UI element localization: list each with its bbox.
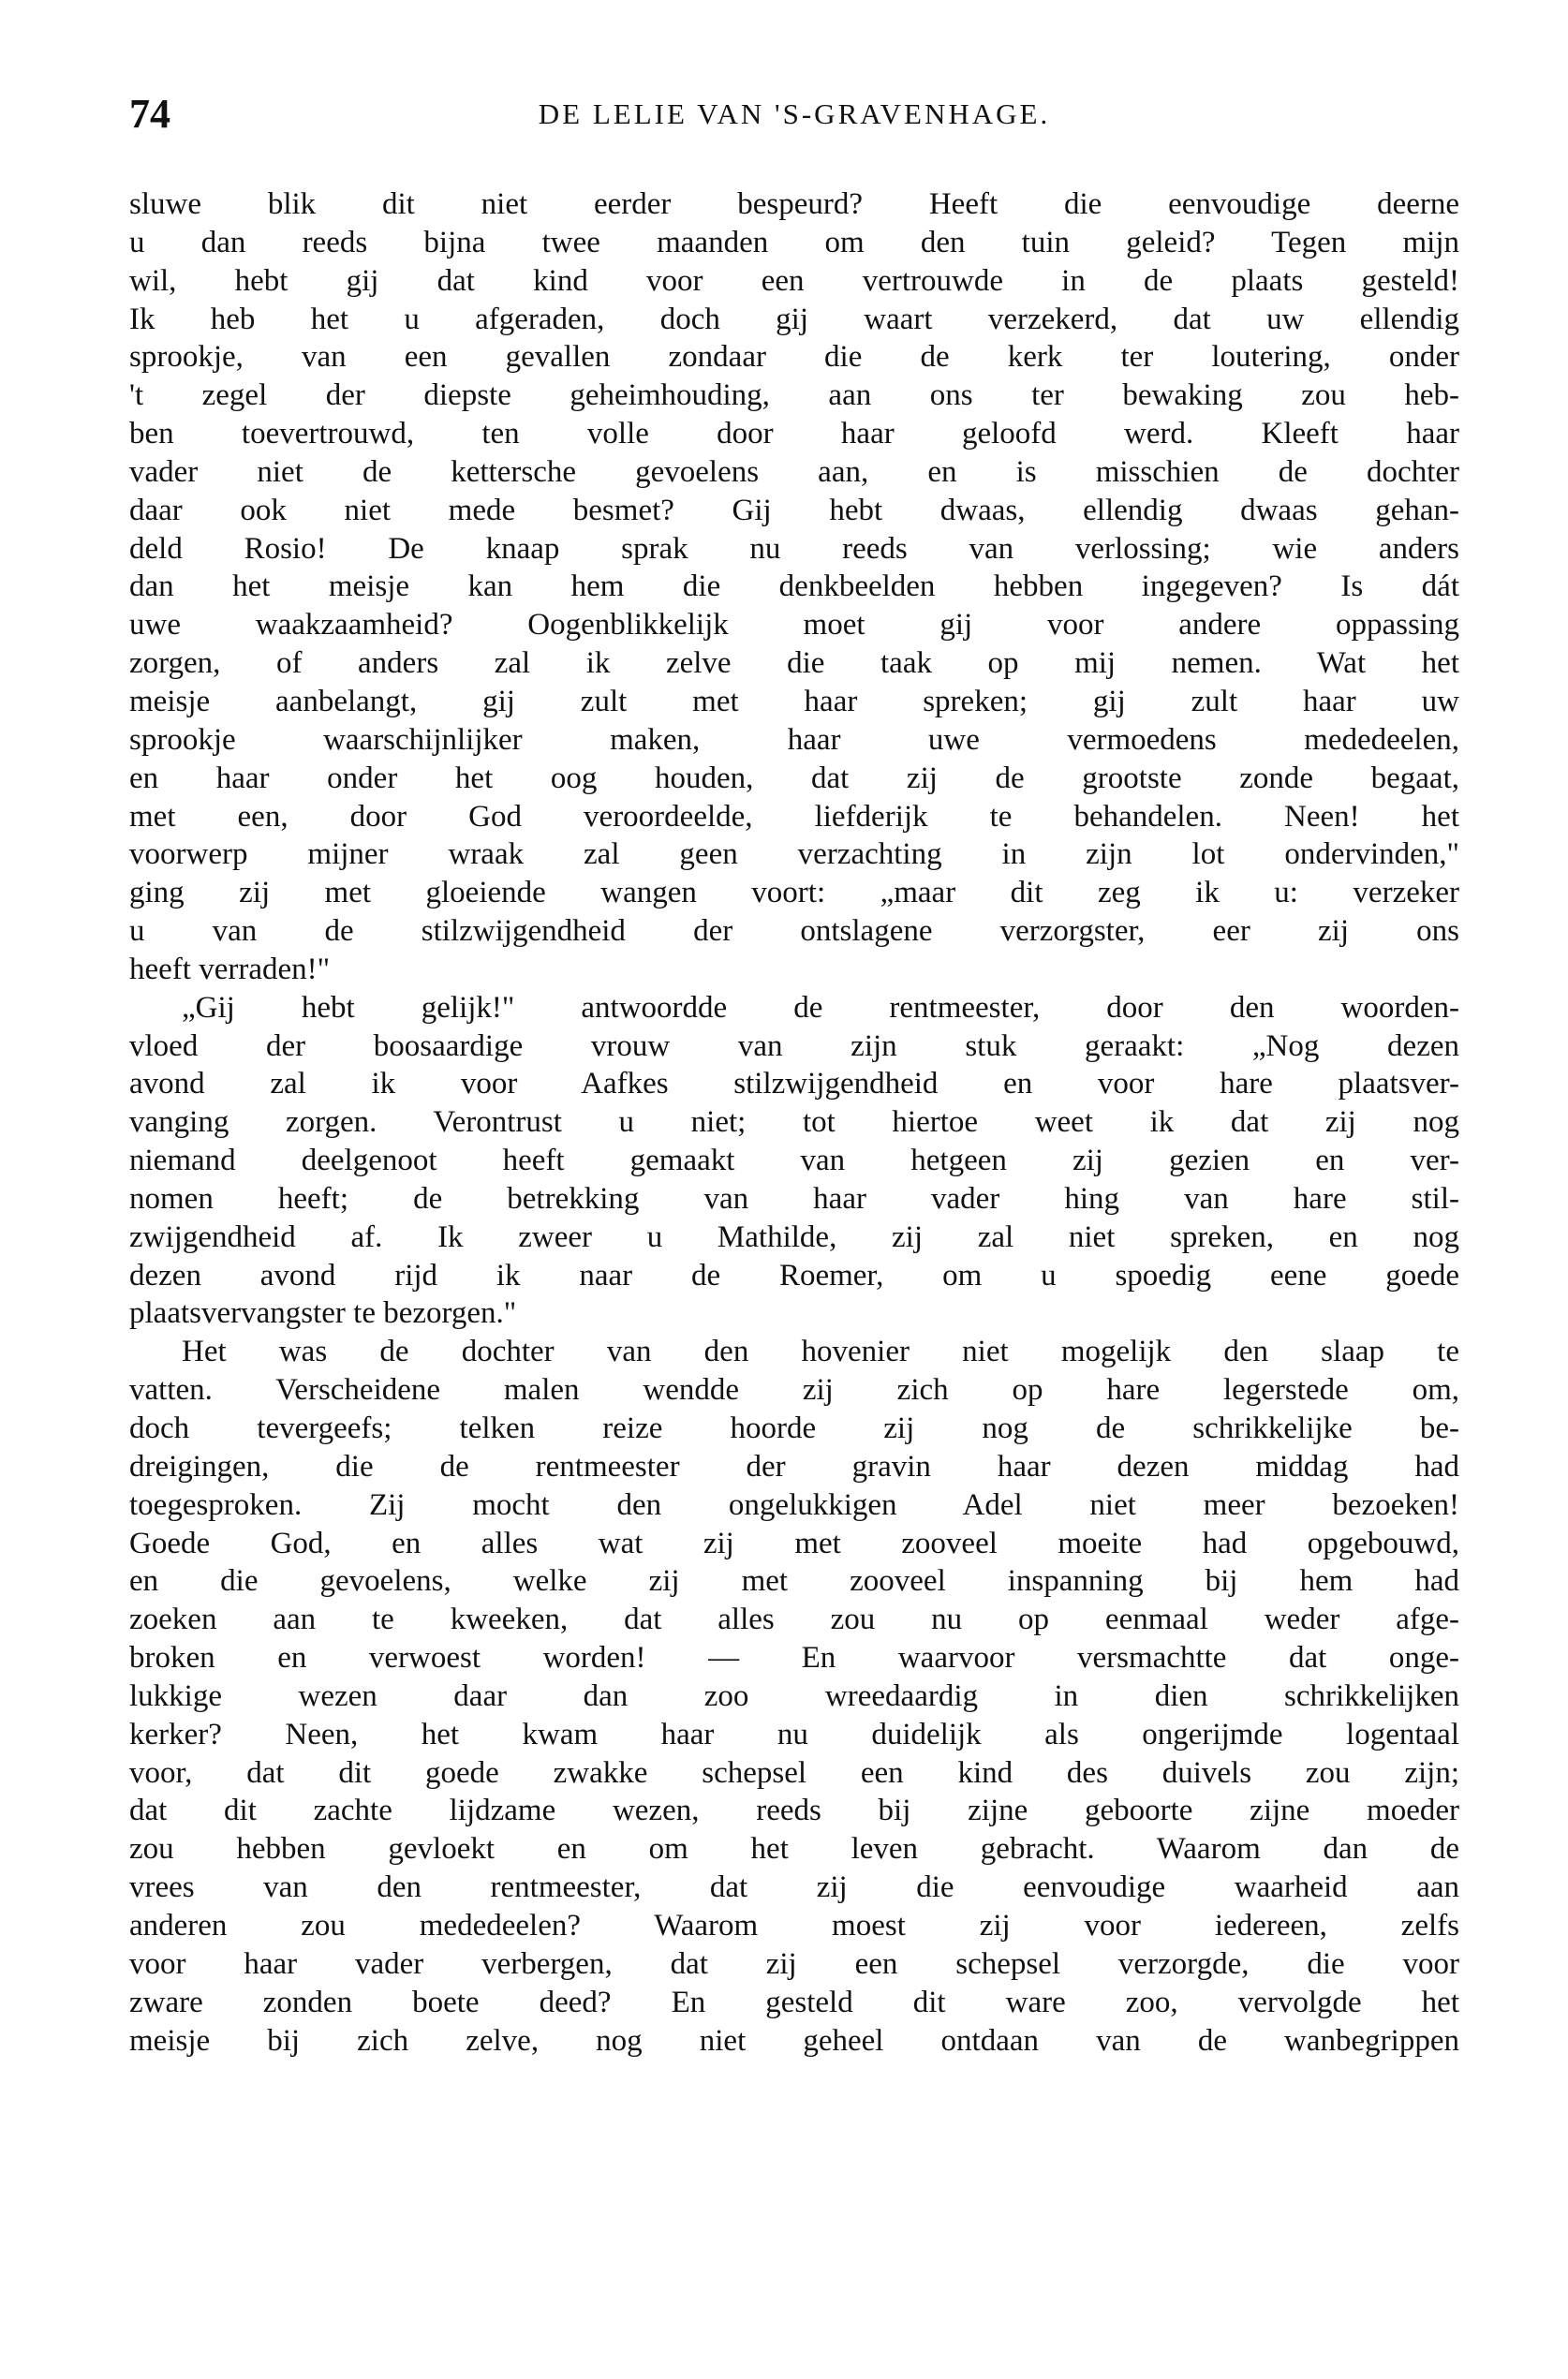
text-line: vatten. Verscheidene malen wendde zij zich op hare legerstede om, (129, 1373, 1459, 1408)
text-line: deld Rosio! De knaap sprak nu reeds van verlossing; wie anders (129, 531, 1459, 566)
page-header (129, 86, 1459, 142)
text-line: sprookje waarschijnlijker maken, haar uwe vermoedens mededeelen, (129, 722, 1459, 757)
text-line: toegesproken. Zij mocht den ongelukkigen Adel niet meer bezoeken! (129, 1487, 1459, 1522)
text-line: lukkige wezen daar dan zoo wreedaardig in dien schrikkelijken (129, 1678, 1459, 1713)
text-line: nomen heeft; de betrekking van haar vader hing van hare stil- (129, 1181, 1459, 1216)
text-line: anderen zou mededeelen? Waarom moest zij voor iedereen, zelfs (129, 1908, 1459, 1943)
text-line: doch tevergeefs; telken reize hoorde zij nog de schrikkelijke be- (129, 1411, 1459, 1445)
text-line: heeft verraden!" (129, 952, 331, 986)
text-line: avond zal ik voor Aafkes stilzwijgendheid en voor hare plaatsver- (129, 1067, 1459, 1101)
text-line: dezen avond rijd ik naar de Roemer, om u spoedig eene goede (129, 1258, 1459, 1293)
text-line: vrees van den rentmeester, dat zij die eenvoudige waarheid aan (129, 1870, 1459, 1905)
text-line: daar ook niet mede besmet? Gij hebt dwaas, ellendig dwaas gehan- (129, 493, 1459, 527)
text-line: u dan reeds bijna twee maanden om den tuin geleid? Tegen mijn (129, 225, 1459, 259)
text-line: plaatsvervangster te bezorgen." (129, 1296, 517, 1331)
text-line: 't zegel der diepste geheimhouding, aan ons ter bewaking zou heb- (129, 378, 1459, 413)
text-line: niemand deelgenoot heeft gemaakt van hetgeen zij gezien en ver- (129, 1144, 1459, 1178)
text-line: en die gevoelens, welke zij met zooveel inspanning bij hem had (129, 1564, 1459, 1599)
text-line: dan het meisje kan hem die denkbeelden hebben ingegeven? Is dát (129, 569, 1459, 604)
text-line: zou hebben gevloekt en om het leven gebracht. Waarom dan de (129, 1832, 1459, 1867)
text-line: vloed der boosaardige vrouw van zijn stuk geraakt: „Nog dezen (129, 1028, 1459, 1063)
text-line: zwijgendheid af. Ik zweer u Mathilde, zij zal niet spreken, en nog (129, 1219, 1459, 1254)
text-line: zorgen, of anders zal ik zelve die taak op mij nemen. Wat het (129, 646, 1459, 681)
text-line: zoeken aan te kweeken, dat alles zou nu op eenmaal weder afge- (129, 1603, 1459, 1637)
text-line: wil, hebt gij dat kind voor een vertrouwde in de plaats gesteld! (129, 263, 1459, 298)
text-line: voorwerp mijner wraak zal geen verzachting in zijn lot ondervinden," (129, 837, 1459, 872)
running-title: DE LELIE VAN 'S-GRAVENHAGE. (538, 97, 1051, 130)
text-line: kerker? Neen, het kwam haar nu duidelijk als ongerijmde logentaal (129, 1717, 1459, 1751)
text-line: Het was de dochter van den hovenier niet mogelijk den slaap te (182, 1335, 1459, 1369)
text-line: zware zonden boete deed? En gesteld dit ware zoo, vervolgde het (129, 1985, 1459, 2019)
body-text (129, 185, 1459, 2060)
text-line: Ik heb het u afgeraden, doch gij waart verzekerd, dat uw ellendig (129, 302, 1459, 336)
text-line: uwe waakzaamheid? Oogenblikkelijk moet gij voor andere oppassing (129, 608, 1459, 643)
text-line: sluwe blik dit niet eerder bespeurd? Heeft die eenvoudige deerne (129, 187, 1459, 221)
text-line: Goede God, en alles wat zij met zooveel moeite had opgebouwd, (129, 1526, 1459, 1560)
text-line: vader niet de kettersche gevoelens aan, en is misschien de dochter (129, 454, 1459, 489)
text-line: ben toevertrouwd, ten volle door haar geloofd werd. Kleeft haar (129, 417, 1459, 451)
text-line: u van de stilzwijgendheid der ontslagene verzorgster, eer zij ons (129, 914, 1459, 949)
text-line: „Gij hebt gelijk!" antwoordde de rentmeester, door den woorden- (182, 990, 1459, 1025)
text-line: voor, dat dit goede zwakke schepsel een kind des duivels zou zijn; (129, 1755, 1459, 1790)
text-line: broken en verwoest worden! — En waarvoor versmachtte dat onge- (129, 1641, 1459, 1676)
text-line: meisje aanbelangt, gij zult met haar spreken; gij zult haar uw (129, 684, 1459, 718)
text-line: sprookje, van een gevallen zondaar die de kerk ter loutering, onder (129, 340, 1459, 375)
text-line: voor haar vader verbergen, dat zij een schepsel verzorgde, die voor (129, 1946, 1459, 1981)
text-line: dreigingen, die de rentmeester der gravin haar dezen middag had (129, 1449, 1459, 1484)
text-line: en haar onder het oog houden, dat zij de grootste zonde begaat, (129, 761, 1459, 795)
text-line: met een, door God veroordeelde, liefderijk te behandelen. Neen! het (129, 799, 1459, 834)
text-line: meisje bij zich zelve, nog niet geheel ontdaan van de wanbegrippen (129, 2023, 1459, 2058)
text-line: dat dit zachte lijdzame wezen, reeds bij zijne geboorte zijne moeder (129, 1794, 1459, 1828)
text-line: vanging zorgen. Verontrust u niet; tot hiertoe weet ik dat zij nog (129, 1105, 1459, 1140)
page-number: 74 (129, 91, 170, 137)
text-line: ging zij met gloeiende wangen voort: „maar dit zeg ik u: verzeker (129, 876, 1459, 910)
